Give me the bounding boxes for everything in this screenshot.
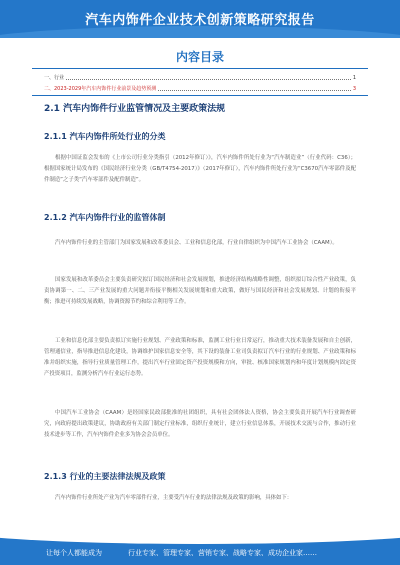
- toc-dot-leader: [158, 90, 351, 91]
- paragraph-miit: 工业和信息化部主要负责拟订实施行业规划、产业政策和标准，监测工业行业日常运行，推动重大技术装备发展和自主创新，管理通信业，指导推进信息化建设，协调维护国家信息安全等，其下设的装备工业司负责拟订汽车行业的行业规划、产业政策和标准并组织实施，指导行业质量管理工作，提出汽车行业固定资产投资规模和方向，审批、核准国家规划内和年度计划规模内固定资产投资项目，监测分析汽车行业运行态势。: [44, 338, 356, 377]
- paragraph-ndrc: 国家发展和改革委员会主要负责研究拟订国民经济和社会发展规划，推进经济结构战略性调整，组织拟订综合性产业政策，负责协调第一、二、三产业发展的重大问题并衔接平衡相关发展规划和重大政策，做好与国民经济和社会发展规划、计划的衔接平衡；推进可持续发展战略，协调资源节约和综合利用等工作。: [44, 277, 356, 305]
- section-heading-2-1-3: 2.1.3 行业的主要法律法规及政策: [44, 472, 166, 481]
- section-heading-2-1-2: 2.1.2 汽车内饰件行业的监管体制: [44, 213, 166, 222]
- footer-tagline: 行业专家、管理专家、营销专家、战略专家、成功企业家……: [128, 549, 317, 557]
- paragraph-industry-classification: 根据中国证监会发布的《上市公司行业分类指引（2012年修订）》，汽车内饰件所处行业为“汽车制造业”（行业代码：C36）；根据国家统计局发布的《国民经济行业分类（GB/T4754-2017）》（2017年修订），汽车内饰件所处行业为“C3670汽车零部件及配件制造”之子类“汽车零部件及配件制造”。: [44, 155, 356, 183]
- toc-dot-leader: [66, 79, 351, 80]
- footer-wave-decoration: [0, 532, 400, 544]
- toc-title: 内容目录: [175, 50, 224, 64]
- paragraph-regulators: 汽车内饰件行业的主管部门为国家发展和改革委员会、工业和信息化部，行业自律组织为中国汽车工业协会（CAAM）。: [55, 240, 338, 246]
- toc-entry-1[interactable]: [44, 74, 356, 81]
- paragraph-caam: 中国汽车工业协会（CAAM）是经国家民政部批准的社团组织，具有社会团体法人资格，协会主要负责开展汽车行业调查研究，向政府提出政策建议，协助政府有关部门制定行业标准，组织行业统计，建立行业信息体系，开展技术交流与合作，推动行业技术进步等工作，汽车内饰件企业多为协会会员单位。: [44, 410, 356, 438]
- toc-entry-page: 1: [352, 75, 356, 81]
- page-footer: [0, 532, 400, 565]
- paragraph-laws-intro: 汽车内饰件行业所处产业为汽车零部件行业，主要受汽车行业的法律法规及政策的影响，具体如下：: [55, 495, 293, 501]
- footer-slogan: 让每个人都能成为: [46, 549, 102, 557]
- toc-entry-2[interactable]: [44, 85, 356, 92]
- section-heading-2-1: 2.1 汽车内饰件行业监管情况及主要政策法规: [44, 104, 226, 114]
- toc-top-divider: [32, 68, 368, 69]
- page-header: [0, 0, 400, 38]
- report-title: 汽车内饰件企业技术创新策略研究报告: [85, 13, 315, 28]
- toc-entry-page: 3: [352, 86, 356, 92]
- toc-bottom-divider: [32, 95, 368, 96]
- toc-entry-label: 二、2023-2029年汽车内饰件行业前景及趋势预测: [44, 86, 157, 92]
- toc-entry-label: 一、行业: [44, 75, 65, 81]
- section-heading-2-1-1: 2.1.1 汽车内饰件所处行业的分类: [44, 132, 166, 141]
